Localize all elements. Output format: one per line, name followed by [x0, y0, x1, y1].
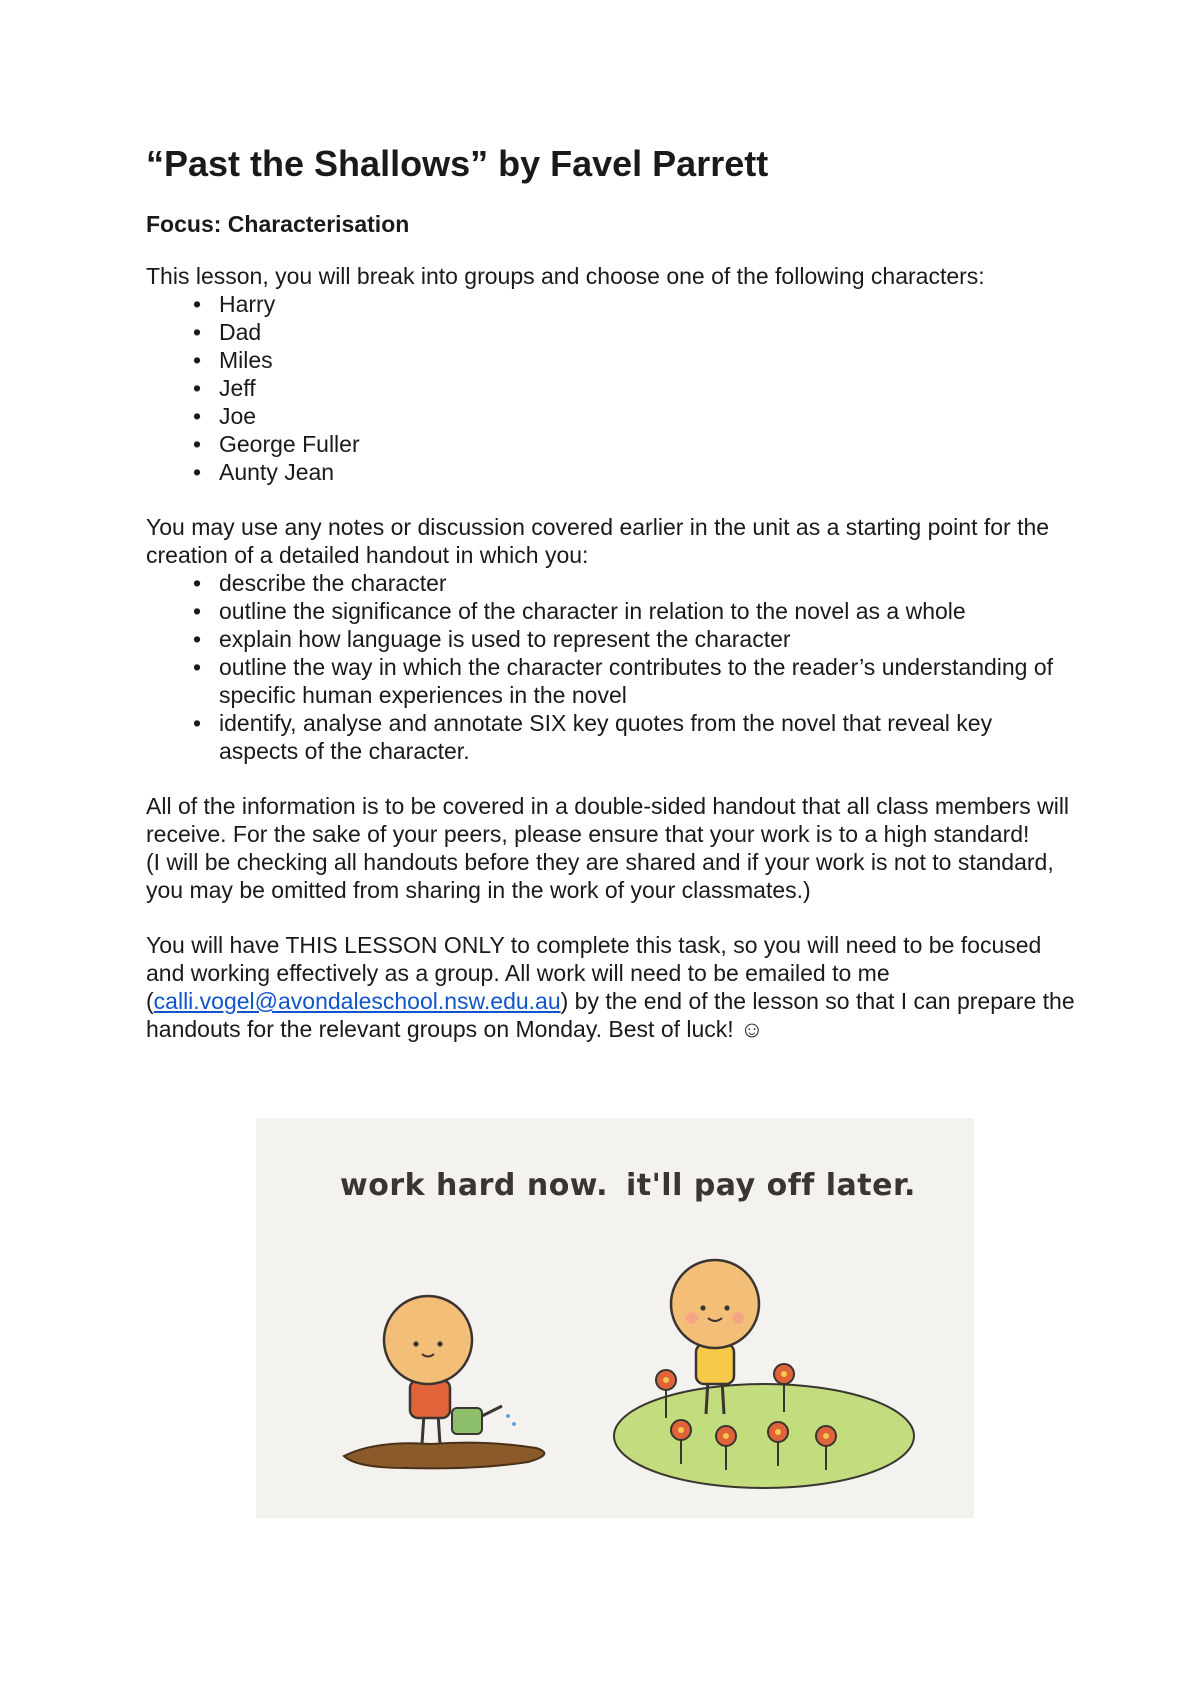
email-link[interactable]: calli.vogel@avondaleschool.nsw.edu.au — [153, 988, 561, 1014]
bullet-icon: • — [192, 710, 202, 736]
closing-paragraph: You will have THIS LESSON ONLY to complete this task, so you will need to be focused and working effectively as a group. All work will need to be emailed to me (calli.vogel@avondaleschool.nsw.edu.au) by the end of the lesson so that I can prepare the handouts for the relevant groups on Monday. Best of luck! ☺ — [146, 932, 1075, 1042]
task-intro-paragraph: You may use any notes or discussion covered earlier in the unit as a starting point for the creation of a detailed handout in which you: — [146, 514, 1050, 568]
bullet-icon: • — [192, 347, 202, 373]
shirt-icon — [696, 1344, 734, 1384]
bullet-icon: • — [192, 459, 202, 485]
shirt-icon — [410, 1380, 450, 1418]
intro-paragraph: This lesson, you will break into groups and choose one of the following characters: — [146, 263, 985, 289]
list-item: • George Fuller — [146, 430, 1076, 458]
character-list — [146, 290, 1076, 486]
list-item: • Jeff — [146, 374, 1076, 402]
list-item: • Aunty Jean — [146, 458, 1076, 486]
bullet-icon: • — [192, 598, 202, 624]
task-list — [146, 569, 1076, 765]
focus-heading: Focus: Characterisation — [146, 211, 410, 237]
list-item: • identify, analyse and annotate SIX key quotes from the novel that reveal key aspects of the character. — [146, 709, 1076, 765]
bullet-icon: • — [192, 403, 202, 429]
bullet-icon: • — [192, 291, 202, 317]
character-head-icon — [671, 1260, 759, 1348]
check-paragraph: (I will be checking all handouts before they are shared and if your work is not to standard, you may be omitted from sharing in the work of your classmates.) — [146, 849, 1054, 903]
bullet-icon: • — [192, 654, 202, 680]
list-item: • describe the character — [146, 569, 1076, 597]
dirt-patch-icon — [344, 1443, 544, 1469]
bullet-icon: • — [192, 319, 202, 345]
list-item: • outline the way in which the character contributes to the reader’s understanding of specific human experiences in the novel — [146, 653, 1076, 709]
list-item: • Dad — [146, 318, 1076, 346]
document-title: “Past the Shallows” by Favel Parrett — [146, 143, 769, 184]
illustration-caption-right: it'll pay off later. — [626, 1168, 916, 1203]
document-body — [146, 142, 1076, 1043]
watering-can-icon — [452, 1408, 482, 1434]
list-item: • Miles — [146, 346, 1076, 374]
list-item: • outline the significance of the character in relation to the novel as a whole — [146, 597, 1076, 625]
list-item: • explain how language is used to represent the character — [146, 625, 1076, 653]
list-item: • Harry — [146, 290, 1076, 318]
list-item: • Joe — [146, 402, 1076, 430]
bullet-icon: • — [192, 431, 202, 457]
illustration-caption-left: work hard now. — [340, 1168, 608, 1203]
grass-mound-icon — [614, 1384, 914, 1488]
info-paragraph: All of the information is to be covered in a double-sided handout that all class members will receive. For the sake of your peers, please ensure that your work is to a high standard! — [146, 793, 1070, 847]
bullet-icon: • — [192, 570, 202, 596]
bullet-icon: • — [192, 375, 202, 401]
bullet-icon: • — [192, 626, 202, 652]
motivational-illustration — [256, 1118, 974, 1518]
character-head-icon — [384, 1296, 472, 1384]
